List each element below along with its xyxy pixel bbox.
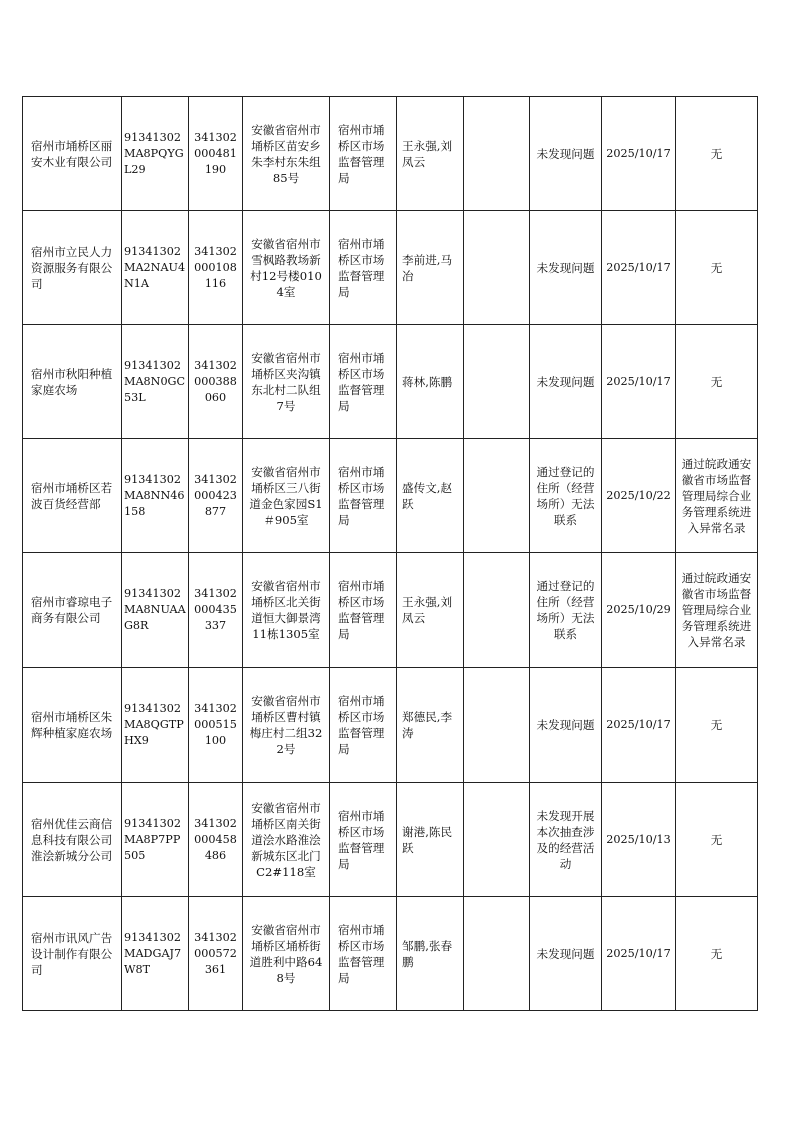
handling-cell: 无 bbox=[676, 897, 758, 1011]
inspection-date-cell: 2025/10/13 bbox=[602, 783, 676, 897]
inspection-date-cell: 2025/10/17 bbox=[602, 325, 676, 439]
inspectors-cell: 郑德民,李涛 bbox=[397, 668, 464, 783]
registration-number-cell: 341302000388060 bbox=[189, 325, 243, 439]
registration-number-cell: 341302000423877 bbox=[189, 439, 243, 553]
inspection-date-cell: 2025/10/17 bbox=[602, 211, 676, 325]
empty-cell bbox=[464, 668, 530, 783]
credit-code-cell: 91341302MA8N0GC53L bbox=[122, 325, 189, 439]
inspection-result-cell: 未发现问题 bbox=[530, 668, 602, 783]
registration-number-cell: 341302000515100 bbox=[189, 668, 243, 783]
inspection-date-cell: 2025/10/29 bbox=[602, 553, 676, 668]
inspection-result-cell: 未发现问题 bbox=[530, 211, 602, 325]
registration-number-cell: 341302000108116 bbox=[189, 211, 243, 325]
registration-number-cell: 341302000572361 bbox=[189, 897, 243, 1011]
address-cell: 安徽省宿州市埇桥区南关街道浍水路淮浍新城东区北门C2#118室 bbox=[243, 783, 330, 897]
handling-cell: 无 bbox=[676, 97, 758, 211]
inspection-result-cell: 通过登记的住所（经营场所）无法联系 bbox=[530, 553, 602, 668]
inspection-date-cell: 2025/10/17 bbox=[602, 897, 676, 1011]
credit-code-cell: 91341302MA8PQYGL29 bbox=[122, 97, 189, 211]
address-cell: 安徽省宿州市埇桥区三八街道金色家园S1＃905室 bbox=[243, 439, 330, 553]
handling-cell: 通过皖政通安徽省市场监督管理局综合业务管理系统进入异常名录 bbox=[676, 439, 758, 553]
handling-cell: 无 bbox=[676, 211, 758, 325]
credit-code-cell: 91341302MADGAJ7W8T bbox=[122, 897, 189, 1011]
table-row bbox=[23, 668, 758, 783]
company-name-cell: 宿州市睿琼电子商务有限公司 bbox=[23, 553, 122, 668]
address-cell: 安徽省宿州市埇桥区北关街道恒大御景湾11栋1305室 bbox=[243, 553, 330, 668]
table-row bbox=[23, 439, 758, 553]
handling-cell: 无 bbox=[676, 783, 758, 897]
company-name-cell: 宿州市埇桥区丽安木业有限公司 bbox=[23, 97, 122, 211]
empty-cell bbox=[464, 783, 530, 897]
empty-cell bbox=[464, 325, 530, 439]
authority-cell: 宿州市埇桥区市场监督管理局 bbox=[330, 553, 397, 668]
credit-code-cell: 91341302MA8NN46158 bbox=[122, 439, 189, 553]
table-row bbox=[23, 211, 758, 325]
credit-code-cell: 91341302MA8P7PP505 bbox=[122, 783, 189, 897]
company-name-cell: 宿州市立民人力资源服务有限公司 bbox=[23, 211, 122, 325]
empty-cell bbox=[464, 439, 530, 553]
inspection-results-sheet bbox=[22, 96, 757, 1011]
address-cell: 安徽省宿州市埇桥区苗安乡朱李村东朱组85号 bbox=[243, 97, 330, 211]
authority-cell: 宿州市埇桥区市场监督管理局 bbox=[330, 97, 397, 211]
company-name-cell: 宿州市讯风广告设计制作有限公司 bbox=[23, 897, 122, 1011]
address-cell: 安徽省宿州市埇桥区曹村镇梅庄村二组322号 bbox=[243, 668, 330, 783]
empty-cell bbox=[464, 97, 530, 211]
inspectors-cell: 盛传文,赵跃 bbox=[397, 439, 464, 553]
empty-cell bbox=[464, 897, 530, 1011]
credit-code-cell: 91341302MA8QGTPHX9 bbox=[122, 668, 189, 783]
registration-number-cell: 341302000458486 bbox=[189, 783, 243, 897]
inspection-result-cell: 通过登记的住所（经营场所）无法联系 bbox=[530, 439, 602, 553]
inspectors-cell: 王永强,刘凤云 bbox=[397, 553, 464, 668]
table-row bbox=[23, 97, 758, 211]
handling-cell: 无 bbox=[676, 325, 758, 439]
table-row bbox=[23, 553, 758, 668]
inspection-result-cell: 未发现问题 bbox=[530, 325, 602, 439]
handling-cell: 无 bbox=[676, 668, 758, 783]
credit-code-cell: 91341302MA8NUAAG8R bbox=[122, 553, 189, 668]
authority-cell: 宿州市埇桥区市场监督管理局 bbox=[330, 439, 397, 553]
company-name-cell: 宿州市埇桥区若波百货经营部 bbox=[23, 439, 122, 553]
table-row bbox=[23, 325, 758, 439]
inspectors-cell: 李前进,马冶 bbox=[397, 211, 464, 325]
company-name-cell: 宿州市秋阳种植家庭农场 bbox=[23, 325, 122, 439]
company-name-cell: 宿州优佳云商信息科技有限公司淮浍新城分公司 bbox=[23, 783, 122, 897]
inspection-date-cell: 2025/10/22 bbox=[602, 439, 676, 553]
inspectors-cell: 王永强,刘凤云 bbox=[397, 97, 464, 211]
address-cell: 安徽省宿州市雪枫路教场新村12号楼0104室 bbox=[243, 211, 330, 325]
authority-cell: 宿州市埇桥区市场监督管理局 bbox=[330, 211, 397, 325]
handling-cell: 通过皖政通安徽省市场监督管理局综合业务管理系统进入异常名录 bbox=[676, 553, 758, 668]
address-cell: 安徽省宿州市埇桥区埇桥街道胜利中路648号 bbox=[243, 897, 330, 1011]
registration-number-cell: 341302000481190 bbox=[189, 97, 243, 211]
inspection-date-cell: 2025/10/17 bbox=[602, 97, 676, 211]
inspection-result-cell: 未发现开展本次抽查涉及的经营活动 bbox=[530, 783, 602, 897]
inspection-result-cell: 未发现问题 bbox=[530, 897, 602, 1011]
credit-code-cell: 91341302MA2NAU4N1A bbox=[122, 211, 189, 325]
inspectors-cell: 蒋林,陈鹏 bbox=[397, 325, 464, 439]
empty-cell bbox=[464, 553, 530, 668]
authority-cell: 宿州市埇桥区市场监督管理局 bbox=[330, 325, 397, 439]
authority-cell: 宿州市埇桥区市场监督管理局 bbox=[330, 668, 397, 783]
authority-cell: 宿州市埇桥区市场监督管理局 bbox=[330, 897, 397, 1011]
inspection-date-cell: 2025/10/17 bbox=[602, 668, 676, 783]
inspection-result-cell: 未发现问题 bbox=[530, 97, 602, 211]
table-row bbox=[23, 783, 758, 897]
table-row bbox=[23, 897, 758, 1011]
authority-cell: 宿州市埇桥区市场监督管理局 bbox=[330, 783, 397, 897]
registration-number-cell: 341302000435337 bbox=[189, 553, 243, 668]
address-cell: 安徽省宿州市埇桥区夹沟镇东北村二队组7号 bbox=[243, 325, 330, 439]
inspectors-cell: 邹鹏,张春鹏 bbox=[397, 897, 464, 1011]
empty-cell bbox=[464, 211, 530, 325]
inspectors-cell: 谢港,陈民跃 bbox=[397, 783, 464, 897]
inspection-results-table bbox=[22, 96, 758, 1011]
company-name-cell: 宿州市埇桥区朱辉种植家庭农场 bbox=[23, 668, 122, 783]
